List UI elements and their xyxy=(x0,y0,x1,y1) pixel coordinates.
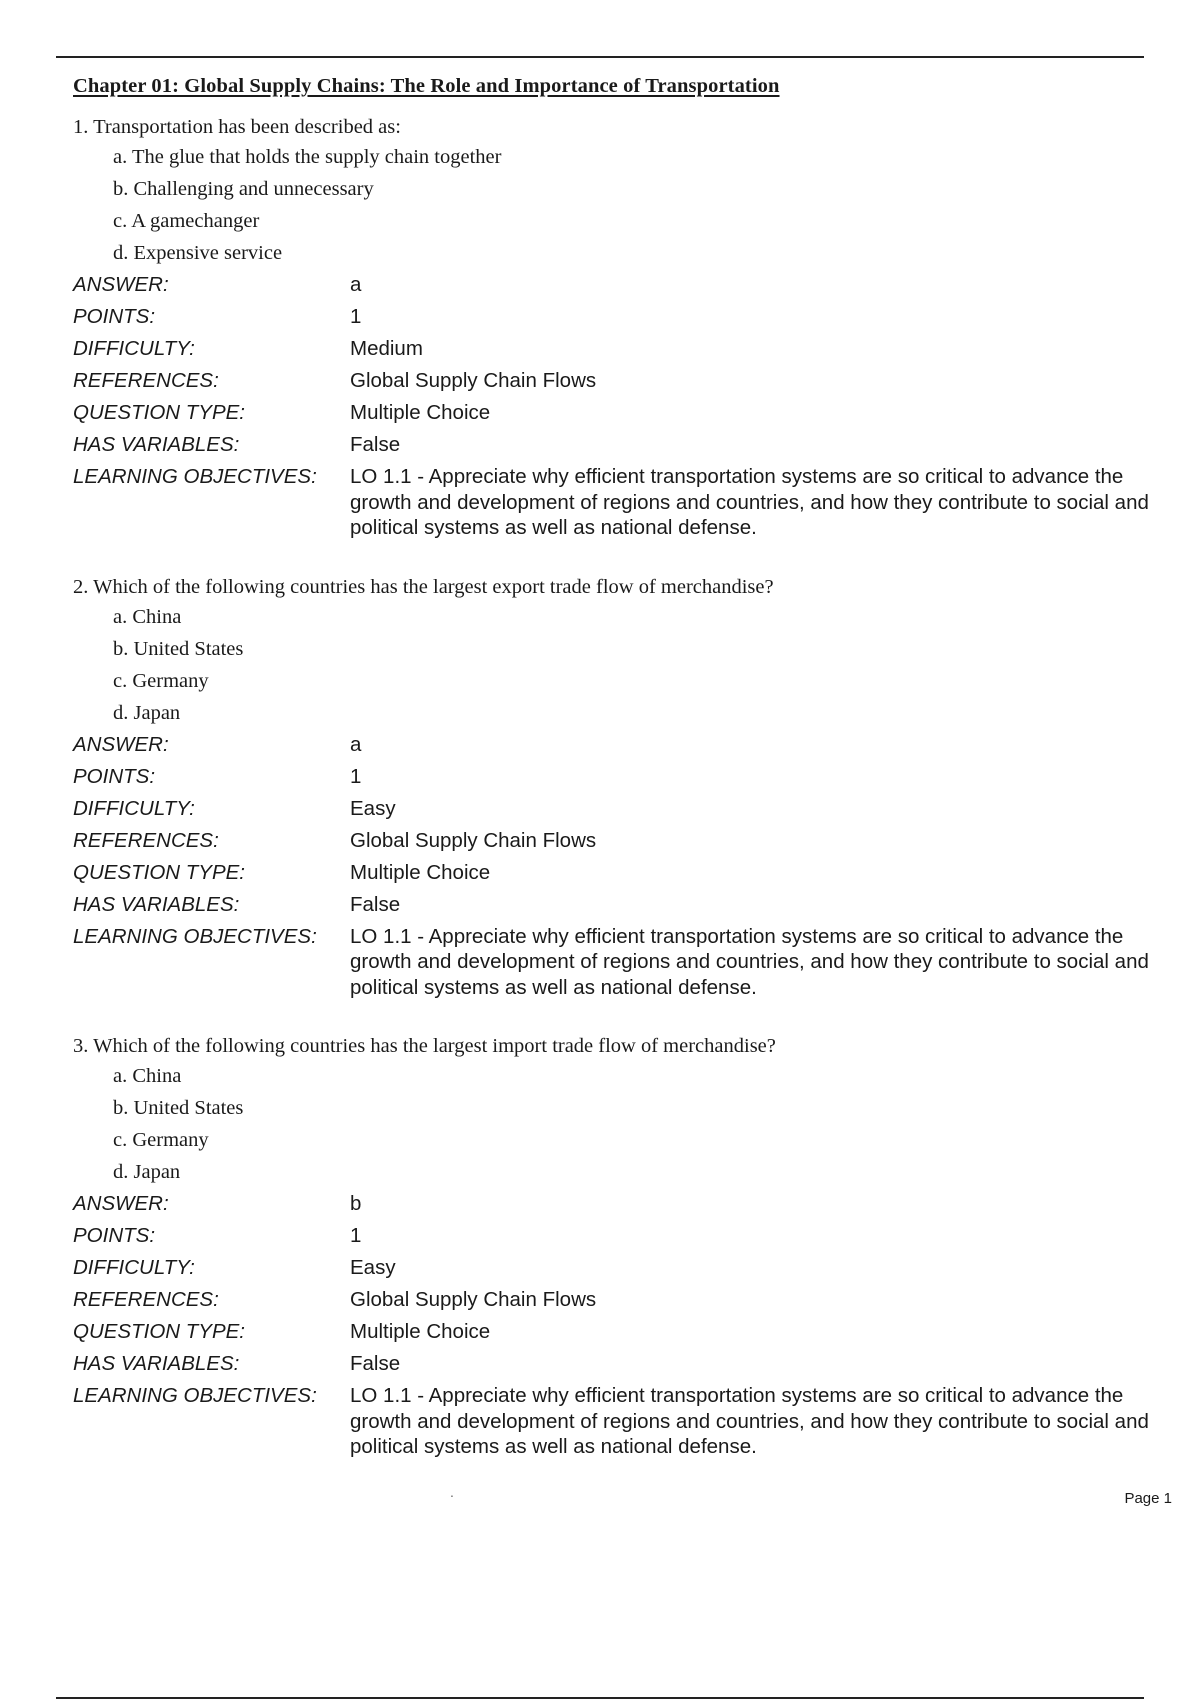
question-type-label: QUESTION TYPE: xyxy=(73,860,245,884)
difficulty-row xyxy=(73,793,1163,825)
chapter-title: Chapter 01: Global Supply Chains: The Role and Importance of Transportation xyxy=(73,75,780,97)
answer-label: ANSWER: xyxy=(73,732,169,756)
answer-label: ANSWER: xyxy=(73,273,169,296)
answer-row xyxy=(73,729,1163,761)
has-variables-row xyxy=(73,1348,1163,1380)
answer-options xyxy=(73,141,1163,269)
difficulty-value: Medium xyxy=(350,337,423,360)
answer-row xyxy=(73,269,1163,301)
top-rule xyxy=(56,56,1144,58)
points-row xyxy=(73,761,1163,793)
answer-option: d. Expensive service xyxy=(113,242,283,264)
page-content xyxy=(73,72,1163,1492)
learning-objectives-label: LEARNING OBJECTIVES: xyxy=(73,924,317,948)
answer-option: b. Challenging and unnecessary xyxy=(113,178,374,200)
answer-value: a xyxy=(350,732,362,756)
answer-option: b. United States xyxy=(113,637,244,660)
question-type-label: QUESTION TYPE: xyxy=(73,1320,245,1343)
has-variables-row xyxy=(73,429,1163,461)
points-label: POINTS: xyxy=(73,305,156,328)
has-variables-row xyxy=(73,889,1163,921)
question-type-value: Multiple Choice xyxy=(350,401,491,424)
learning-objectives-value: LO 1.1 - Appreciate why efficient transportation systems are so critical to advance the growth and development of regions and countries, and how they contribute to social and political systems as well as national defense. xyxy=(350,1384,1149,1458)
answer-row xyxy=(73,1188,1163,1220)
answer-option: d. Japan xyxy=(113,701,181,724)
page-number: Page 1 xyxy=(1124,1490,1172,1507)
answer-value: b xyxy=(350,1192,362,1215)
answer-options xyxy=(73,601,1163,729)
points-label: POINTS: xyxy=(73,764,156,788)
difficulty-label: DIFFICULTY: xyxy=(73,337,195,360)
references-row xyxy=(73,825,1163,857)
answer-option: c. A gamechanger xyxy=(113,210,260,232)
references-row xyxy=(73,1284,1163,1316)
footer-dot: . xyxy=(450,1484,454,1500)
learning-objectives-row xyxy=(73,461,1163,541)
references-value: Global Supply Chain Flows xyxy=(350,369,597,392)
points-row xyxy=(73,301,1163,333)
difficulty-label: DIFFICULTY: xyxy=(73,1256,195,1279)
points-label: POINTS: xyxy=(73,1224,156,1247)
difficulty-value: Easy xyxy=(350,796,396,820)
question-type-row xyxy=(73,857,1163,889)
learning-objectives-value: LO 1.1 - Appreciate why efficient transportation systems are so critical to advance the growth and development of regions and countries, and how they contribute to social and political systems as well as national defense. xyxy=(350,924,1149,999)
difficulty-row xyxy=(73,1252,1163,1284)
learning-objectives-row xyxy=(73,1380,1163,1460)
points-value: 1 xyxy=(350,1224,362,1247)
points-row xyxy=(73,1220,1163,1252)
question-type-value: Multiple Choice xyxy=(350,860,491,884)
question-block xyxy=(73,573,1163,1001)
answer-option: a. The glue that holds the supply chain together xyxy=(113,146,502,168)
difficulty-value: Easy xyxy=(350,1256,396,1279)
answer-value: a xyxy=(350,273,362,296)
points-value: 1 xyxy=(350,764,362,788)
references-value: Global Supply Chain Flows xyxy=(350,828,597,852)
question-type-row xyxy=(73,397,1163,429)
has-variables-label: HAS VARIABLES: xyxy=(73,1352,240,1375)
question-type-value: Multiple Choice xyxy=(350,1320,491,1343)
question-block xyxy=(73,1032,1163,1460)
has-variables-value: False xyxy=(350,433,401,456)
answer-option: a. China xyxy=(113,1065,182,1087)
question-block xyxy=(73,113,1163,541)
references-label: REFERENCES: xyxy=(73,369,219,392)
answer-options xyxy=(73,1060,1163,1188)
has-variables-label: HAS VARIABLES: xyxy=(73,892,240,916)
answer-option: d. Japan xyxy=(113,1161,181,1183)
has-variables-value: False xyxy=(350,892,401,916)
has-variables-value: False xyxy=(350,1352,401,1375)
answer-label: ANSWER: xyxy=(73,1192,169,1215)
answer-option: a. China xyxy=(113,605,182,628)
bottom-rule xyxy=(56,1697,1144,1699)
learning-objectives-label: LEARNING OBJECTIVES: xyxy=(73,1384,317,1407)
answer-option: c. Germany xyxy=(113,669,209,692)
references-label: REFERENCES: xyxy=(73,1288,219,1311)
references-label: REFERENCES: xyxy=(73,828,219,852)
learning-objectives-value: LO 1.1 - Appreciate why efficient transportation systems are so critical to advance the growth and development of regions and countries, and how they contribute to social and political systems as well as national defense. xyxy=(350,465,1149,539)
references-row xyxy=(73,365,1163,397)
difficulty-row xyxy=(73,333,1163,365)
learning-objectives-label: LEARNING OBJECTIVES: xyxy=(73,465,317,488)
references-value: Global Supply Chain Flows xyxy=(350,1288,597,1311)
points-value: 1 xyxy=(350,305,362,328)
difficulty-label: DIFFICULTY: xyxy=(73,796,195,820)
question-type-row xyxy=(73,1316,1163,1348)
question-text: 2. Which of the following countries has the largest export trade flow of merchandise? xyxy=(73,575,774,598)
answer-option: c. Germany xyxy=(113,1129,209,1151)
has-variables-label: HAS VARIABLES: xyxy=(73,433,240,456)
question-text: 1. Transportation has been described as: xyxy=(73,116,401,138)
question-text: 3. Which of the following countries has the largest import trade flow of merchandise? xyxy=(73,1035,776,1057)
learning-objectives-row xyxy=(73,921,1163,1001)
answer-option: b. United States xyxy=(113,1097,244,1119)
question-type-label: QUESTION TYPE: xyxy=(73,401,245,424)
